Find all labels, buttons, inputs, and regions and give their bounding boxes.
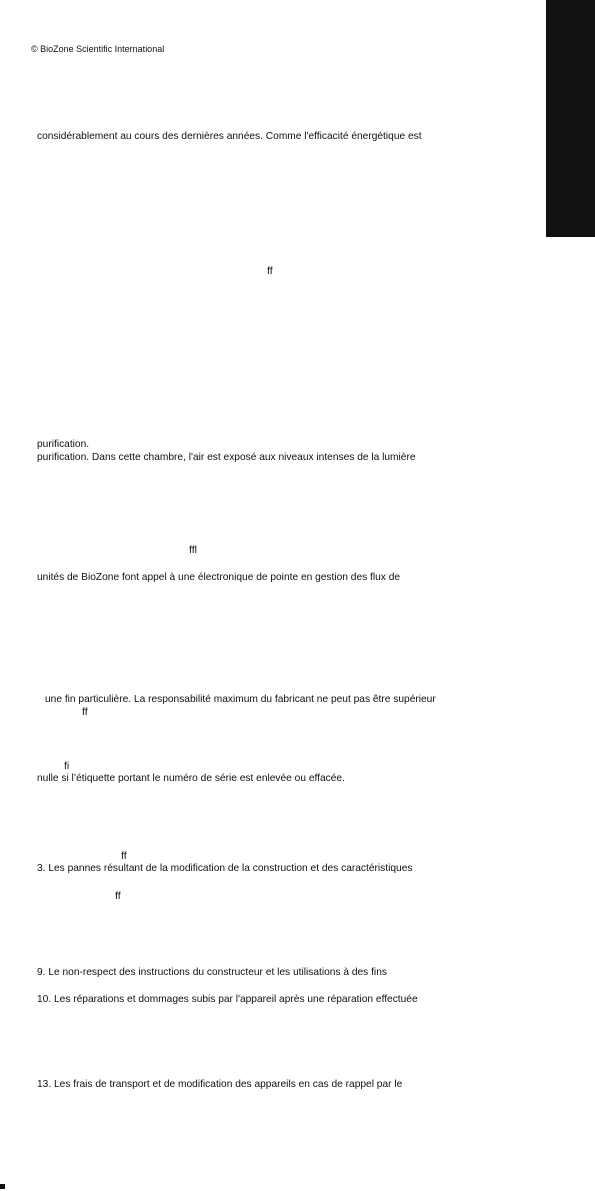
text-line: considérablement au cours des dernières années. Comme l'efficacité énergétique est (37, 131, 422, 142)
corner-mark (0, 1184, 5, 1189)
text-line: purification. (37, 439, 90, 450)
text-line: purification. Dans cette chambre, l'air est exposé aux niveaux intenses de la lumière (37, 452, 416, 463)
text-line: 10. Les réparations et dommages subis par l'appareil après une réparation effectuée (37, 994, 418, 1005)
ligature-fragment: ff (267, 265, 273, 277)
copyright-text: © BioZone Scientific International (31, 44, 165, 54)
text-line: nulle si l’étiquette portant le numéro de série est enlevée ou effacée. (37, 773, 345, 784)
ligature-fragment: fi (64, 760, 70, 772)
text-line: 9. Le non-respect des instructions du constructeur et les utilisations à des fins (37, 967, 387, 978)
text-line: 3. Les pannes résultant de la modification de la construction et des caractéristiques (37, 863, 413, 874)
text-line: une fin particulière. La responsabilité maximum du fabricant ne peut pas être supérieur (45, 694, 436, 705)
section-tab (546, 0, 595, 237)
ligature-fragment: ff (121, 850, 127, 862)
ligature-fragment: ffl (189, 544, 197, 556)
ligature-fragment: ff (82, 706, 88, 718)
text-line: 13. Les frais de transport et de modification des appareils en cas de rappel par le (37, 1079, 403, 1090)
text-line: unités de BioZone font appel à une électronique de pointe en gestion des flux de (37, 572, 401, 583)
ligature-fragment: ff (115, 890, 121, 902)
